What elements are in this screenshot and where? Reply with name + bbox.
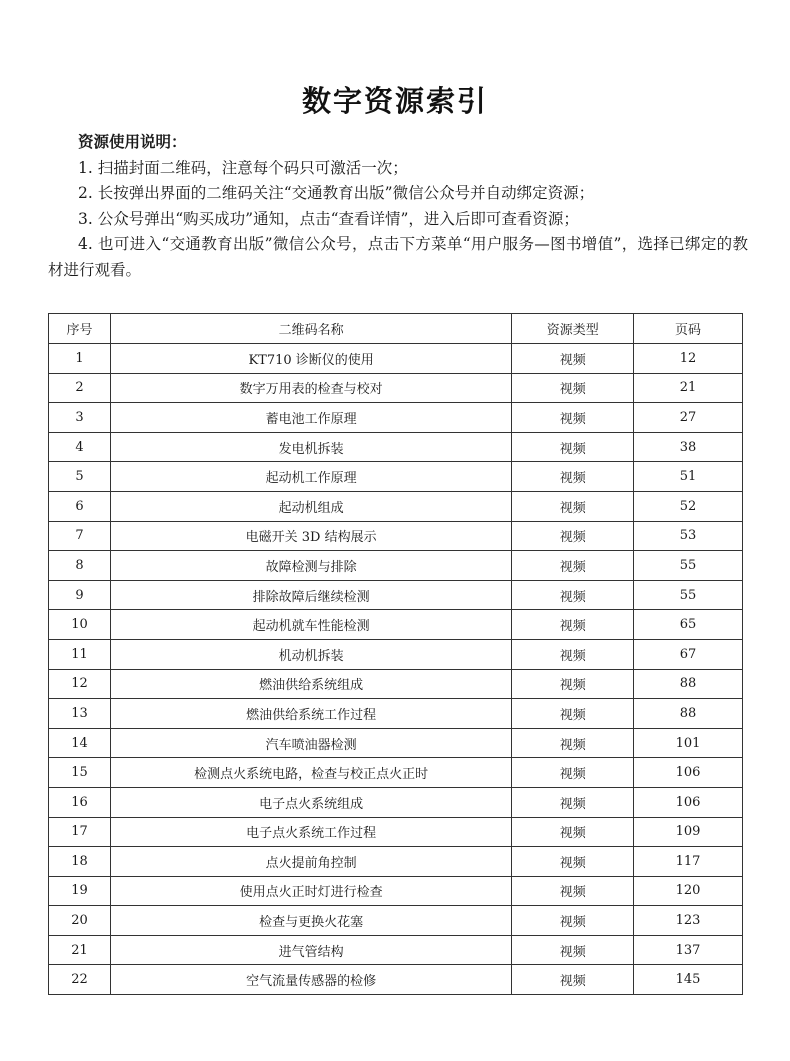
cell-page: 52 <box>634 491 743 521</box>
cell-number: 15 <box>49 758 111 788</box>
cell-number: 14 <box>49 728 111 758</box>
cell-page: 137 <box>634 935 743 965</box>
cell-qr-name: KT710 诊断仪的使用 <box>110 344 511 374</box>
cell-number: 1 <box>49 344 111 374</box>
cell-number: 4 <box>49 432 111 462</box>
cell-page: 27 <box>634 403 743 433</box>
cell-resource-type: 视频 <box>512 817 634 847</box>
cell-resource-type: 视频 <box>512 491 634 521</box>
table-row <box>49 491 743 521</box>
table-row <box>49 758 743 788</box>
cell-number: 3 <box>49 403 111 433</box>
cell-page: 109 <box>634 817 743 847</box>
cell-number: 20 <box>49 906 111 936</box>
table-row <box>49 580 743 610</box>
cell-qr-name: 空气流量传感器的检修 <box>110 965 511 995</box>
cell-resource-type: 视频 <box>512 344 634 374</box>
table-row <box>49 817 743 847</box>
cell-resource-type: 视频 <box>512 935 634 965</box>
cell-number: 13 <box>49 699 111 729</box>
cell-resource-type: 视频 <box>512 847 634 877</box>
cell-qr-name: 电子点火系统工作过程 <box>110 817 511 847</box>
cell-number: 21 <box>49 935 111 965</box>
header-resource-type: 资源类型 <box>512 314 634 344</box>
table-row <box>49 462 743 492</box>
table-row <box>49 728 743 758</box>
cell-qr-name: 排除故障后继续检测 <box>110 580 511 610</box>
cell-page: 145 <box>634 965 743 995</box>
cell-page: 55 <box>634 551 743 581</box>
table-row <box>49 935 743 965</box>
cell-number: 16 <box>49 787 111 817</box>
cell-qr-name: 电磁开关 3D 结构展示 <box>110 521 511 551</box>
cell-page: 101 <box>634 728 743 758</box>
cell-page: 12 <box>634 344 743 374</box>
cell-number: 19 <box>49 876 111 906</box>
cell-resource-type: 视频 <box>512 906 634 936</box>
cell-qr-name: 燃油供给系统组成 <box>110 669 511 699</box>
cell-page: 88 <box>634 699 743 729</box>
cell-resource-type: 视频 <box>512 373 634 403</box>
cell-qr-name: 起动机就车性能检测 <box>110 610 511 640</box>
cell-number: 12 <box>49 669 111 699</box>
cell-resource-type: 视频 <box>512 551 634 581</box>
cell-page: 106 <box>634 758 743 788</box>
cell-resource-type: 视频 <box>512 876 634 906</box>
cell-resource-type: 视频 <box>512 432 634 462</box>
cell-page: 53 <box>634 521 743 551</box>
header-number: 序号 <box>49 314 111 344</box>
table-row <box>49 847 743 877</box>
cell-resource-type: 视频 <box>512 462 634 492</box>
table-row <box>49 639 743 669</box>
cell-page: 123 <box>634 906 743 936</box>
cell-resource-type: 视频 <box>512 787 634 817</box>
instruction-item: 2. 长按弹出界面的二维码关注“交通教育出版”微信公众号并自动绑定资源； <box>78 184 595 202</box>
cell-qr-name: 燃油供给系统工作过程 <box>110 699 511 729</box>
cell-page: 38 <box>634 432 743 462</box>
cell-qr-name: 检测点火系统电路，检查与校正点火正时 <box>110 758 511 788</box>
table-body <box>49 344 743 995</box>
instructions-heading: 资源使用说明： <box>78 133 187 151</box>
cell-number: 22 <box>49 965 111 995</box>
cell-resource-type: 视频 <box>512 639 634 669</box>
cell-page: 65 <box>634 610 743 640</box>
instruction-item: 3. 公众号弹出“购买成功”通知，点击“查看详情”，进入后即可查看资源； <box>78 209 579 228</box>
cell-number: 8 <box>49 551 111 581</box>
cell-qr-name: 蓄电池工作原理 <box>110 403 511 433</box>
table-row <box>49 344 743 374</box>
cell-page: 51 <box>634 462 743 492</box>
table-row <box>49 432 743 462</box>
cell-number: 11 <box>49 639 111 669</box>
table-row <box>49 965 743 995</box>
cell-page: 120 <box>634 876 743 906</box>
cell-qr-name: 汽车喷油器检测 <box>110 728 511 758</box>
cell-page: 55 <box>634 580 743 610</box>
table-row <box>49 699 743 729</box>
cell-qr-name: 发电机拆装 <box>110 432 511 462</box>
table-row <box>49 669 743 699</box>
cell-number: 9 <box>49 580 111 610</box>
cell-qr-name: 检查与更换火花塞 <box>110 906 511 936</box>
cell-qr-name: 起动机组成 <box>110 491 511 521</box>
instruction-item: 1. 扫描封面二维码，注意每个码只可激活一次； <box>78 158 408 177</box>
table-row <box>49 610 743 640</box>
cell-number: 6 <box>49 491 111 521</box>
cell-resource-type: 视频 <box>512 965 634 995</box>
cell-resource-type: 视频 <box>512 403 634 433</box>
cell-page: 21 <box>634 373 743 403</box>
cell-page: 117 <box>634 847 743 877</box>
table-row <box>49 876 743 906</box>
table-row <box>49 403 743 433</box>
cell-number: 17 <box>49 817 111 847</box>
cell-resource-type: 视频 <box>512 699 634 729</box>
cell-page: 106 <box>634 787 743 817</box>
cell-resource-type: 视频 <box>512 580 634 610</box>
table-row <box>49 521 743 551</box>
table-row <box>49 787 743 817</box>
usage-instructions <box>48 130 748 283</box>
instruction-item: 4. 也可进入“交通教育出版”微信公众号，点击下方菜单“用户服务—图书增值”，选择已绑定的教材进行观看。 <box>48 235 748 279</box>
cell-number: 5 <box>49 462 111 492</box>
table-row <box>49 906 743 936</box>
cell-resource-type: 视频 <box>512 521 634 551</box>
cell-page: 88 <box>634 669 743 699</box>
cell-number: 2 <box>49 373 111 403</box>
cell-qr-name: 故障检测与排除 <box>110 551 511 581</box>
header-page: 页码 <box>634 314 743 344</box>
cell-qr-name: 起动机工作原理 <box>110 462 511 492</box>
cell-qr-name: 进气管结构 <box>110 935 511 965</box>
cell-resource-type: 视频 <box>512 669 634 699</box>
cell-qr-name: 使用点火正时灯进行检查 <box>110 876 511 906</box>
page-title: 数字资源索引 <box>301 84 488 119</box>
cell-qr-name: 电子点火系统组成 <box>110 787 511 817</box>
header-qr-name: 二维码名称 <box>110 314 511 344</box>
table-row <box>49 551 743 581</box>
cell-number: 10 <box>49 610 111 640</box>
cell-resource-type: 视频 <box>512 758 634 788</box>
cell-resource-type: 视频 <box>512 610 634 640</box>
table-header-row <box>49 314 743 344</box>
cell-qr-name: 点火提前角控制 <box>110 847 511 877</box>
cell-number: 18 <box>49 847 111 877</box>
cell-number: 7 <box>49 521 111 551</box>
cell-qr-name: 数字万用表的检查与校对 <box>110 373 511 403</box>
cell-qr-name: 机动机拆装 <box>110 639 511 669</box>
resource-index-table <box>48 313 743 995</box>
cell-resource-type: 视频 <box>512 728 634 758</box>
cell-page: 67 <box>634 639 743 669</box>
table-row <box>49 373 743 403</box>
